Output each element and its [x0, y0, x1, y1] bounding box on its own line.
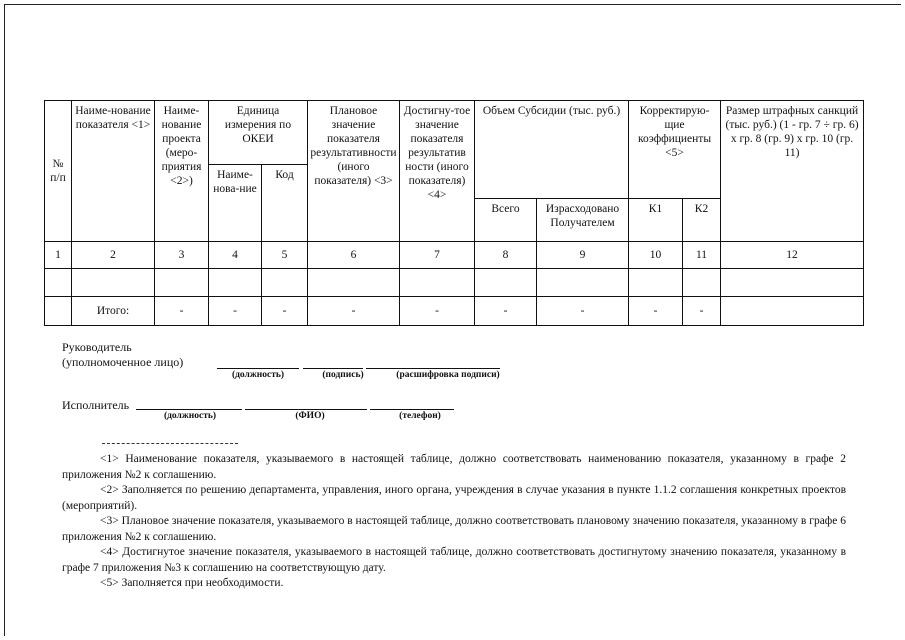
- footnote-separator: [102, 443, 238, 444]
- total-cell: -: [475, 297, 537, 326]
- col-num: 9: [537, 242, 629, 269]
- head-label-line2: (уполномоченное лицо): [62, 355, 184, 369]
- empty-cell: [683, 269, 721, 297]
- exec-caption-position: (должность): [163, 411, 217, 421]
- col-num: 7: [400, 242, 475, 269]
- col-num: 12: [721, 242, 864, 269]
- head-signature-line[interactable]: [303, 368, 363, 369]
- empty-cell: [475, 269, 537, 297]
- footnote-4: <4> Достигнутое значение показателя, указываемого в настоящей таблице, должно соответствовать достигнутому значению показателя, указанному в графе 7 приложения №3 к соглашению на соответствующую дату.: [62, 546, 846, 574]
- total-cell: -: [683, 297, 721, 326]
- empty-cell: [629, 269, 683, 297]
- header-coef: Корректирую-щие коэффициенты <5>: [629, 101, 720, 199]
- header-num: № п/п: [45, 101, 72, 242]
- footnote-2: <2> Заполняется по решению департамента, управления, иного органа, учреждения в случае указания в пункте 1.1.2 соглашения конкретных проектов (мероприятий).: [62, 484, 846, 512]
- head-caption-position: (должность): [231, 370, 285, 380]
- empty-cell: [209, 269, 262, 297]
- head-label-line1: Руководитель: [62, 340, 132, 354]
- indicators-table: [44, 100, 864, 326]
- head-caption-name: (расшифровка подписи): [396, 370, 500, 380]
- total-row: [45, 297, 864, 326]
- header-k2: К2: [694, 203, 709, 215]
- header-indicator: Наиме-нование показателя <1>: [72, 101, 155, 242]
- col-num: 1: [45, 242, 72, 269]
- col-num: 4: [209, 242, 262, 269]
- header-subsidy: Объем Субсидии (тыс. руб.): [475, 101, 628, 199]
- empty-cell: [400, 269, 475, 297]
- header-planned: Плановое значение показателя результативности (иного показателя) <3>: [308, 101, 400, 242]
- header-subsidy-spent: Израсходовано Получателем: [545, 203, 620, 229]
- header-subsidy-wrap: [475, 101, 629, 242]
- empty-cell: [45, 297, 72, 326]
- header-subsidy-total: Всего: [475, 199, 537, 241]
- col-num: 11: [683, 242, 721, 269]
- header-unit-name: Наиме-нова-ние: [209, 165, 262, 242]
- executor-label: Исполнитель: [62, 398, 130, 412]
- empty-cell: [155, 269, 209, 297]
- exec-caption-phone: (телефон): [399, 411, 441, 421]
- total-cell: -: [262, 297, 308, 326]
- footnotes: [62, 452, 846, 592]
- table-row: [45, 269, 864, 297]
- footnote-3: <3> Плановое значение показателя, указываемого в настоящей таблице, должно соответствовать плановому значению показателя, указанному в графе 6 приложения №2 к соглашению.: [62, 515, 846, 543]
- header-unit: Единица измерения по ОКЕИ: [209, 101, 308, 165]
- total-cell: -: [209, 297, 262, 326]
- footnote-5: <5> Заполняется при необходимости.: [100, 577, 284, 589]
- empty-cell: [45, 269, 72, 297]
- exec-position-line[interactable]: [136, 409, 242, 410]
- head-caption-signature: (подпись): [322, 370, 364, 380]
- header-penalty: Размер штрафных санкций (тыс. руб.) (1 - гр. 7 ÷ гр. 6) x гр. 8 (гр. 9) x гр. 10 (гр. 11): [721, 101, 864, 242]
- empty-cell: [262, 269, 308, 297]
- col-num: 5: [262, 242, 308, 269]
- header-coef-wrap: [629, 101, 721, 242]
- header-unit-code: Код: [262, 165, 308, 242]
- col-num: 8: [475, 242, 537, 269]
- col-num: 2: [72, 242, 155, 269]
- total-cell: -: [537, 297, 629, 326]
- footnote-1: <1> Наименование показателя, указываемого в настоящей таблице, должно соответствовать наименованию показателя, указанному в графе 2 приложения №2 к соглашению.: [62, 453, 846, 481]
- col-num: 6: [308, 242, 400, 269]
- empty-cell: [537, 269, 629, 297]
- head-name-line[interactable]: [366, 368, 500, 369]
- empty-cell: [72, 269, 155, 297]
- exec-name-line[interactable]: [245, 409, 367, 410]
- empty-cell: [308, 269, 400, 297]
- total-label: Итого:: [72, 297, 155, 326]
- total-cell: -: [155, 297, 209, 326]
- header-project: Наиме-нование проекта (меро-приятия <2>): [155, 101, 209, 242]
- head-position-line[interactable]: [217, 368, 299, 369]
- col-num: 10: [629, 242, 683, 269]
- exec-phone-line[interactable]: [370, 409, 454, 410]
- col-num: 3: [155, 242, 209, 269]
- header-k1: К1: [629, 199, 683, 241]
- exec-caption-name: (ФИО): [295, 411, 325, 421]
- total-cell: [721, 297, 864, 326]
- empty-cell: [721, 269, 864, 297]
- total-cell: -: [400, 297, 475, 326]
- header-achieved: Достигну-тое значение показателя результатив ности (иного показателя) <4>: [400, 101, 475, 242]
- total-cell: -: [629, 297, 683, 326]
- column-numbers-row: [45, 242, 864, 269]
- total-cell: -: [308, 297, 400, 326]
